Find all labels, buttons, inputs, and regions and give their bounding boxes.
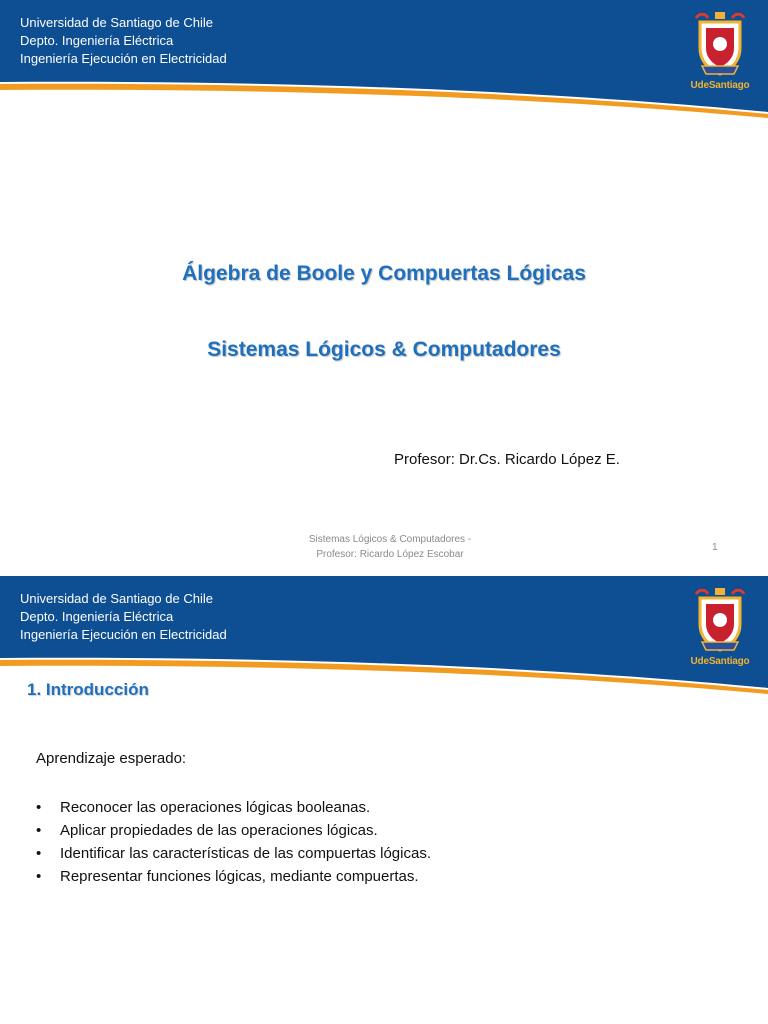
bullet-icon: • bbox=[36, 822, 42, 839]
university-crest-icon bbox=[688, 10, 752, 80]
footer-course: Sistemas Lógicos & Computadores - bbox=[308, 534, 472, 545]
slide-title: Álgebra de Boole y Compuertas Lógicas bbox=[182, 262, 586, 285]
university-logo bbox=[688, 10, 752, 94]
header-line-program: Ingeniería Ejecución en Electricidad bbox=[20, 51, 227, 66]
header-line-department: Depto. Ingeniería Eléctrica bbox=[20, 609, 174, 624]
list-item bbox=[36, 796, 431, 819]
header-line-university: Universidad de Santiago de Chile bbox=[20, 591, 213, 606]
learning-outcomes-list bbox=[36, 796, 431, 888]
slide-header bbox=[0, 576, 768, 696]
footer-professor: Profesor: Ricardo López Escobar bbox=[316, 549, 464, 560]
list-item bbox=[36, 842, 431, 865]
header-line-university: Universidad de Santiago de Chile bbox=[20, 15, 213, 30]
university-logo bbox=[688, 586, 752, 670]
list-item bbox=[36, 865, 431, 888]
slide-2 bbox=[0, 576, 768, 1024]
list-item-text: Reconocer las operaciones lógicas booleanas. bbox=[60, 799, 371, 816]
page-number: 1 bbox=[712, 542, 718, 553]
list-item bbox=[36, 819, 431, 842]
bullet-icon: • bbox=[36, 845, 42, 862]
professor-name: Profesor: Dr.Cs. Ricardo López E. bbox=[394, 451, 620, 468]
slide-subtitle: Sistemas Lógicos & Computadores bbox=[207, 338, 561, 361]
header-institution bbox=[20, 590, 227, 644]
slide-header bbox=[0, 0, 768, 120]
bullet-icon: • bbox=[36, 799, 42, 816]
slide-footer bbox=[240, 532, 540, 562]
header-line-program: Ingeniería Ejecución en Electricidad bbox=[20, 627, 227, 642]
learning-outcomes-heading: Aprendizaje esperado: bbox=[36, 750, 187, 767]
logo-wordmark: UdeSantiago bbox=[690, 656, 750, 667]
list-item-text: Identificar las características de las compuertas lógicas. bbox=[60, 845, 431, 862]
header-line-department: Depto. Ingeniería Eléctrica bbox=[20, 33, 174, 48]
logo-wordmark: UdeSantiago bbox=[690, 80, 750, 91]
list-item-text: Aplicar propiedades de las operaciones lógicas. bbox=[60, 822, 378, 839]
bullet-icon: • bbox=[36, 868, 42, 885]
list-item-text: Representar funciones lógicas, mediante compuertas. bbox=[60, 868, 419, 885]
header-institution bbox=[20, 14, 227, 68]
university-crest-icon bbox=[688, 586, 752, 656]
section-title: 1. Introducción bbox=[27, 680, 149, 699]
